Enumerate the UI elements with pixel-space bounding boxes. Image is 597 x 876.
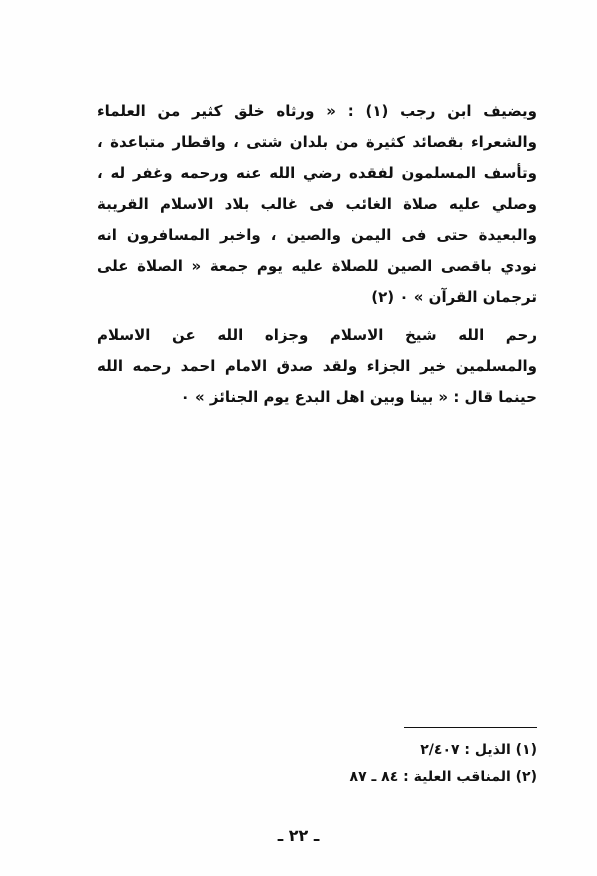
paragraph-line: وصلي عليه صلاة الغائب فى غالب بلاد الاسلام القريبة (97, 195, 537, 213)
footnotes (237, 737, 537, 791)
paragraph-line: حينما قال : « بينا وبين اهل البدع يوم الجنائز » ٠ (180, 388, 537, 406)
page-number: ـ ٢٢ ـ (277, 826, 320, 845)
footnote-2: (٢) المناقب العلية : ٨٤ ـ ٨٧ (349, 769, 537, 785)
paragraph-line: والمسلمين خير الجزاء ولقد صدق الامام احمد رحمه الله (97, 357, 537, 375)
paragraph-line: رحم الله شيخ الاسلام وجزاه الله عن الاسلام (97, 326, 537, 344)
footnote-1: (١) الذيل : ٢/٤٠٧ (420, 742, 537, 758)
paragraph-1 (97, 96, 537, 313)
paragraph-2 (97, 320, 537, 413)
paragraph-line: نودي باقصى الصين للصلاة عليه يوم جمعة « الصلاة على (97, 257, 537, 275)
footnote-divider (404, 727, 537, 728)
paragraph-line: ترجمان القرآن » ٠ (٢) (371, 288, 537, 306)
paragraph-line: وتأسف المسلمون لفقده رضي الله عنه ورحمه وغفر له ، (97, 164, 537, 182)
paragraph-line: والبعيدة حتى فى اليمن والصين ، واخبر المسافرون انه (97, 226, 537, 244)
paragraph-line: ويضيف ابن رجب (١) : « ورثاه خلق كثير من العلماء (97, 102, 537, 120)
paragraph-line: والشعراء بقصائد كثيرة من بلدان شتى ، واقطار متباعدة ، (97, 133, 537, 151)
